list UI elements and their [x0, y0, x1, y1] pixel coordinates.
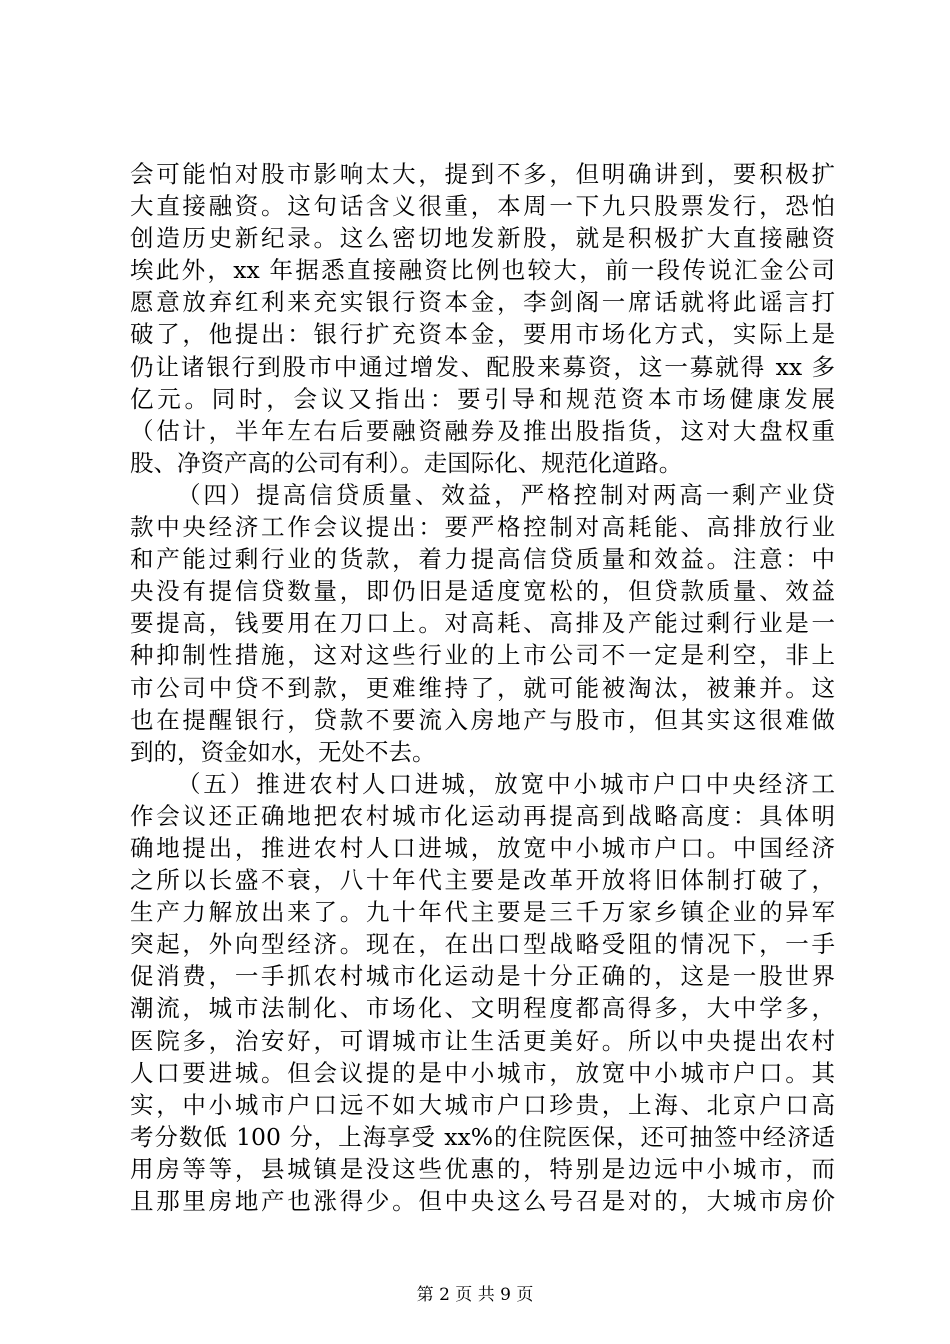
text-line: 和产能过剩行业的货款，着力提高信贷质量和效益。注意：中: [130, 545, 835, 574]
text-line: 医院多，治安好，可谓城市让生活更美好。所以中央提出农村: [130, 1026, 835, 1055]
text-line: （五）推进农村人口进城，放宽中小城市户口中央经济工: [177, 769, 835, 798]
text-line: 且那里房地产也涨得少。但中央这么号召是对的，大城市房价: [130, 1187, 835, 1215]
text-line: 埃此外，xx 年据悉直接融资比例也较大，前一段传说汇金公司: [130, 256, 835, 285]
text-line: 促消费，一手抓农村城市化运动是十分正确的，这是一股世界: [130, 962, 835, 991]
text-line: 大直接融资。这句话含义很重，本周一下九只股票发行，恐怕: [130, 192, 835, 221]
text-line: 市公司中贷不到款，更难维持了，就可能被淘汰，被兼并。这: [130, 673, 835, 702]
body-text: [130, 158, 835, 1217]
text-line: 会可能怕对股市影响太大，提到不多，但明确讲到，要积极扩: [130, 160, 835, 188]
text-line: 到的，资金如水，无处不去。: [130, 737, 436, 766]
text-line: 生产力解放出来了。九十年代主要是三千万家乡镇企业的异军: [130, 898, 835, 927]
text-line: 之所以长盛不衰，八十年代主要是改革开放将旧体制打破了，: [130, 866, 835, 895]
page-footer: 第 2 页 共 9 页: [416, 1285, 534, 1305]
text-line: 创造历史新纪录。这么密切地发新股，就是积极扩大直接融资: [130, 224, 835, 253]
text-line: 破了，他提出：银行扩充资本金，要用市场化方式，实际上是: [130, 320, 835, 349]
text-line: （估计，半年左右后要融资融券及推出股指货，这对大盘权重: [130, 416, 835, 445]
text-line: 亿元。同时，会议又指出：要引导和规范资本市场健康发展: [130, 384, 835, 413]
text-line: 种抑制性措施，这对这些行业的上市公司不一定是利空，非上: [130, 641, 835, 670]
text-line: 人口要进城。但会议提的是中小城市，放宽中小城市户口。其: [130, 1058, 835, 1087]
text-line: 股、净资产高的公司有利）。走国际化、规范化道路。: [130, 448, 683, 477]
text-line: 用房等等，县城镇是没这些优惠的，特别是边远中小城市，而: [130, 1154, 835, 1183]
text-line: 确地提出，推进农村人口进城，放宽中小城市户口。中国经济: [130, 833, 835, 862]
text-line: 突起，外向型经济。现在，在出口型战略受阻的情况下，一手: [130, 930, 835, 959]
text-line: 要提高，钱要用在刀口上。对高耗、高排及产能过剩行业是一: [130, 609, 835, 638]
text-line: 仍让诸银行到股市中通过增发、配股来募资，这一募就得 xx 多: [130, 352, 835, 381]
text-line: 央没有提信贷数量，即仍旧是适度宽松的，但贷款质量、效益: [130, 577, 835, 606]
text-line: 也在提醒银行，贷款不要流入房地产与股市，但其实这很难做: [130, 705, 835, 734]
text-line: 考分数低 100 分，上海享受 xx%的住院医保，还可抽签中经济适: [130, 1122, 835, 1151]
text-line: （四）提高信贷质量、效益，严格控制对两高一剩产业贷: [177, 480, 835, 509]
text-line: 作会议还正确地把农村城市化运动再提高到战略高度：具体明: [130, 801, 835, 830]
text-line: 愿意放弃红利来充实银行资本金，李剑阁一席话就将此谣言打: [130, 288, 835, 317]
text-line: 潮流，城市法制化、市场化、文明程度都高得多，大中学多，: [130, 994, 835, 1023]
text-line: 款中央经济工作会议提出：要严格控制对高耗能、高排放行业: [130, 513, 835, 542]
text-line: 实，中小城市户口远不如大城市户口珍贵，上海、北京户口高: [130, 1090, 835, 1119]
